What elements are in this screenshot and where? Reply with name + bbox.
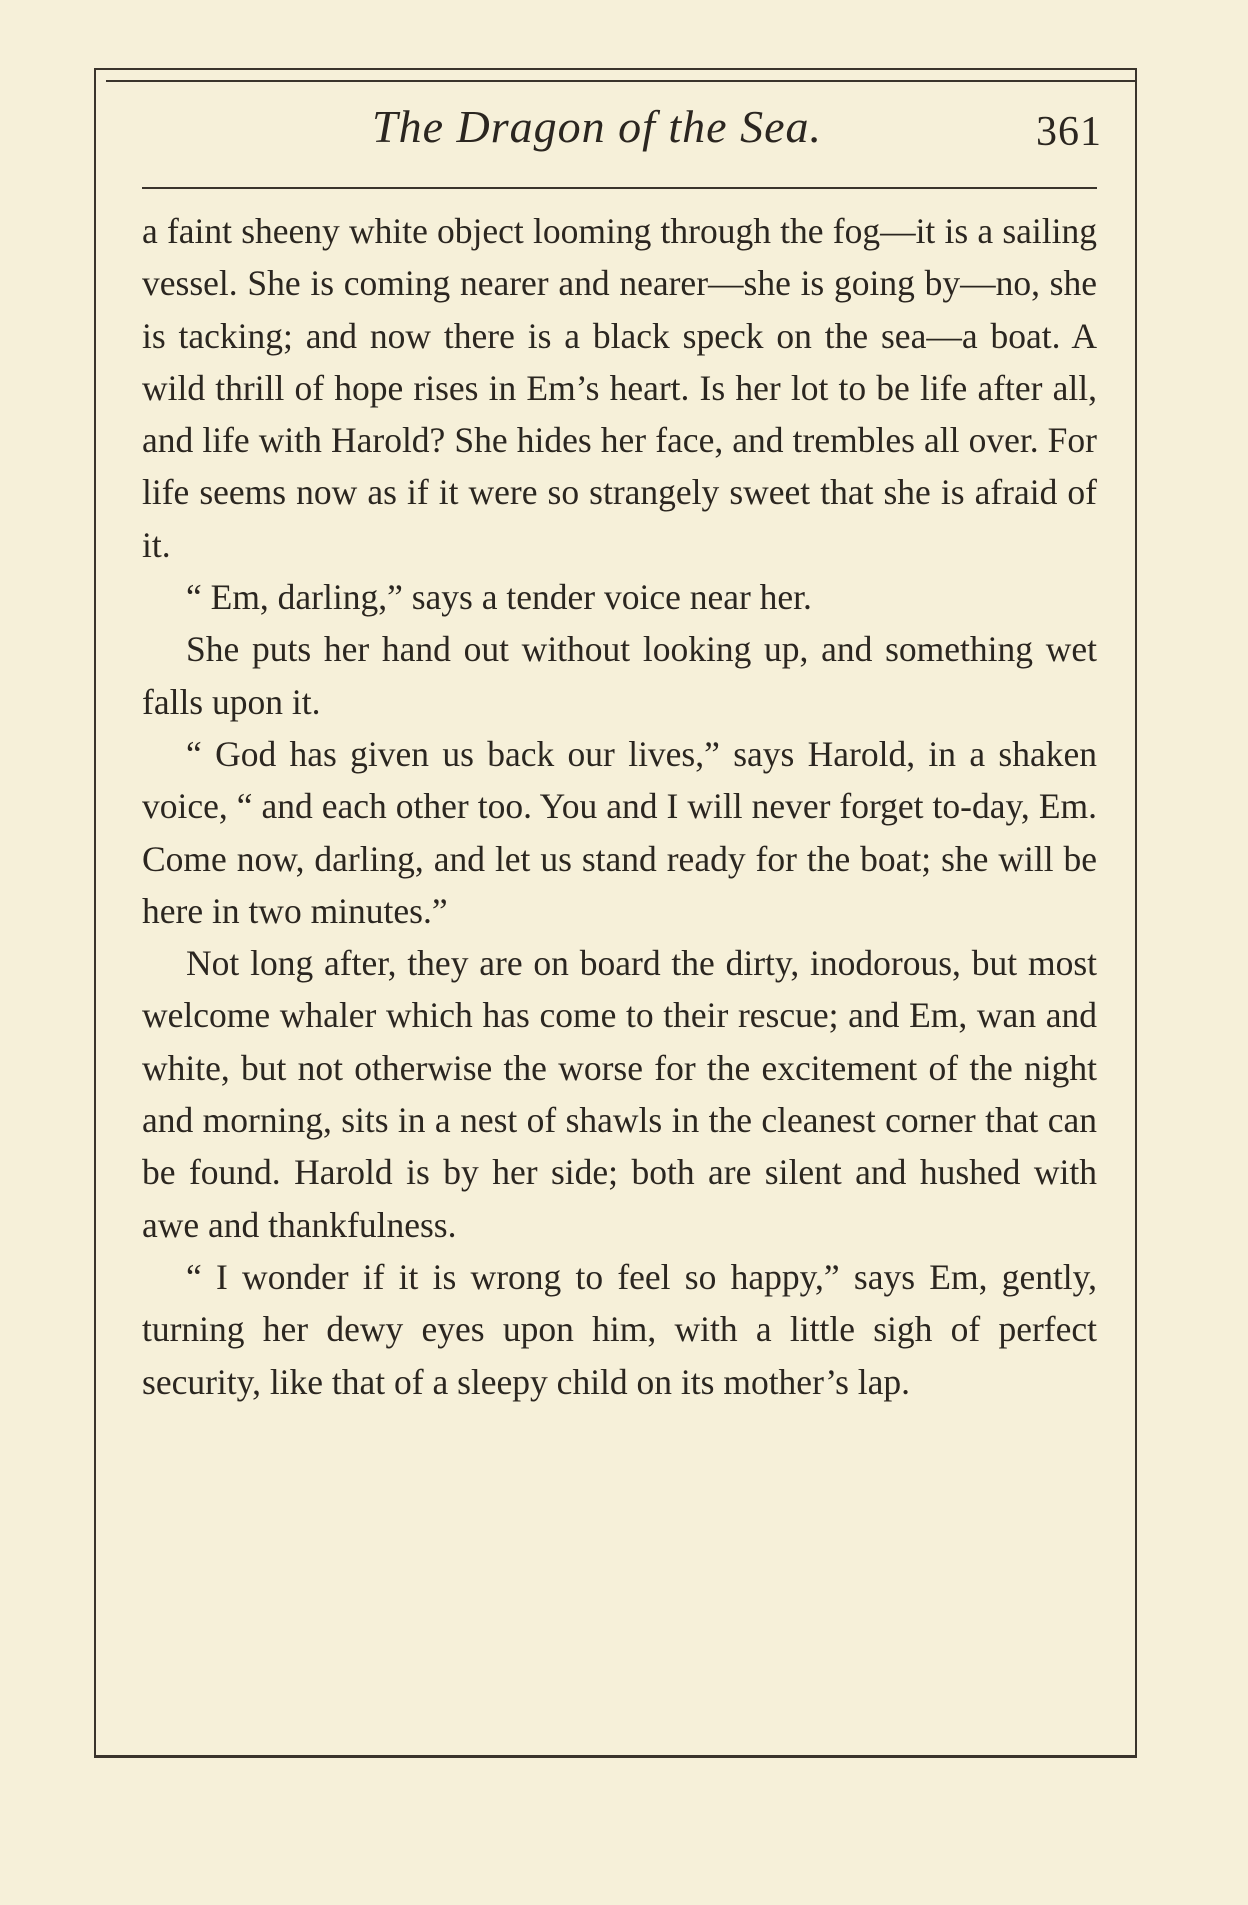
running-title: The Dragon of the Sea.	[372, 101, 823, 152]
paragraph: “ God has given us back our lives,” says Harold, in a shaken voice, “ and each other too. You and I will never forget to-day, Em. Come now, darling, and let us stand ready for the boat; she will be here in two minutes.”	[142, 733, 1097, 931]
paragraph: “ I wonder if it is wrong to feel so happy,” says Em, gently, turning her dewy eyes upon him, with a little sigh of perfect security, like that of a sleepy child on its mother’s lap.	[142, 1256, 1097, 1402]
page-number: 361	[1036, 109, 1102, 155]
page-header	[142, 96, 1102, 166]
paragraph: She puts her hand out without looking up, and something wet falls upon it.	[142, 629, 1097, 722]
paragraph: “ Em, darling,” says a tender voice near her.	[186, 577, 812, 618]
top-rule	[106, 80, 1136, 82]
header-rule	[142, 187, 1097, 189]
bottom-rule	[94, 1755, 1137, 1757]
paragraph: Not long after, they are on board the dirty, inodorous, but most welcome whaler which has come to their rescue; and Em, wan and white, but not otherwise the worse for the excitement of the night and morning, sits in a nest of shawls in the cleanest corner that can be found. Harold is by her side; both are silent and hushed with awe and thankfulness.	[142, 943, 1097, 1245]
paragraph: a faint sheeny white object looming through the fog—it is a sailing vessel. She is coming nearer and nearer—she is going by—no, she is tacking; and now there is a black speck on the sea—a boat. A wild thrill of hope rises in Em’s heart. Is her lot to be life after all, and life with Harold? She hides her face, and trembles all over. For life seems now as if it were so strangely sweet that she is afraid of it.	[142, 211, 1097, 565]
body-text	[142, 205, 1097, 1408]
